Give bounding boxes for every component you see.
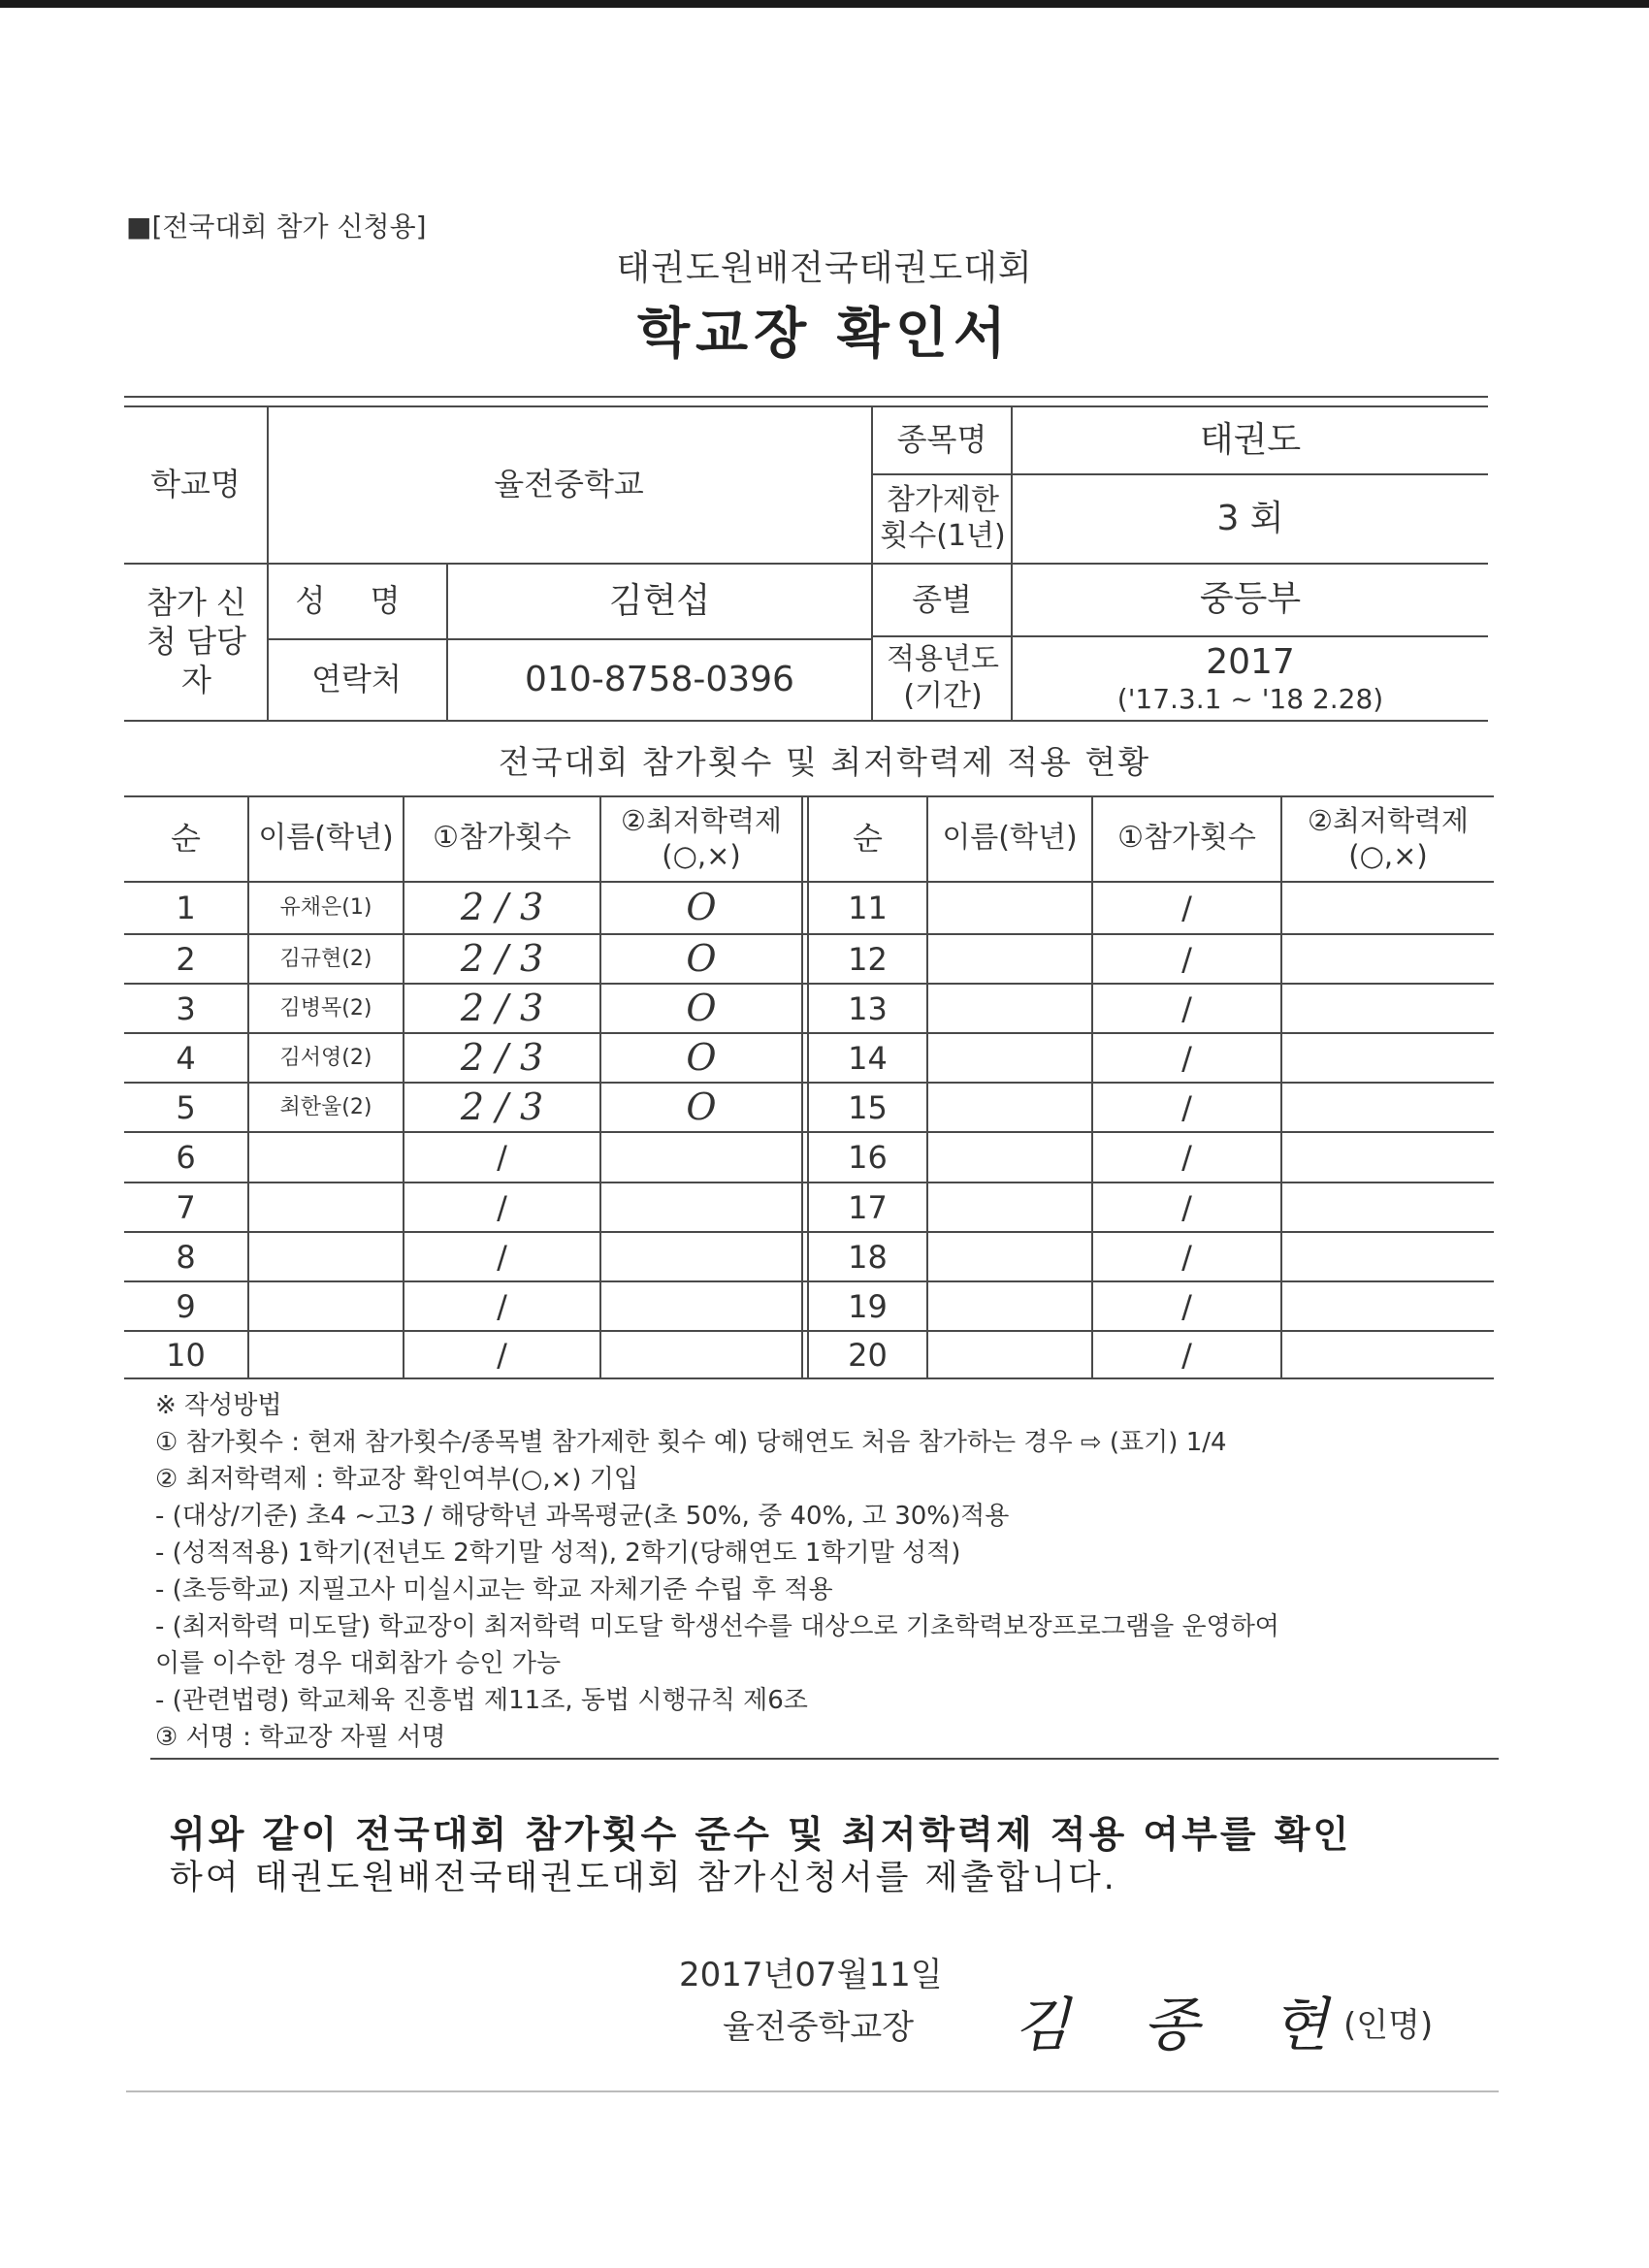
document-title: 학교장 확인서 (636, 303, 1013, 366)
row-min: O (686, 1085, 717, 1128)
row-min (1282, 1084, 1494, 1131)
divider (150, 1758, 1499, 1760)
row-min (1282, 935, 1494, 983)
seal-mark: (인명) (1343, 2006, 1434, 2045)
name-label: 성 명 (295, 582, 418, 619)
contact-label: 연락처 (311, 661, 402, 697)
row-name (928, 935, 1091, 983)
row-count: / (1181, 1039, 1192, 1077)
row-no: 2 (176, 940, 196, 978)
instructions (155, 1387, 1279, 1756)
instruction-line: - (최저학력 미도달) 학교장이 최저학력 미도달 학생선수를 대상으로 기초학력보장프로그램을 운영하여 (155, 1612, 1279, 1641)
row-name (928, 1084, 1091, 1131)
header-min-right: ②최저학력제 (○,×) (1307, 803, 1470, 872)
row-no: 3 (176, 989, 196, 1027)
row-name (249, 1233, 403, 1280)
event-label: 종목명 (896, 421, 987, 458)
row-name (928, 1233, 1091, 1280)
row-no: 10 (166, 1336, 206, 1374)
row-no: 15 (848, 1088, 888, 1126)
row-count: / (1181, 890, 1192, 926)
row-min (601, 1332, 801, 1377)
row-no: 13 (848, 989, 888, 1027)
row-no: 11 (848, 890, 888, 926)
limit-label: 참가제한 횟수(1년) (880, 482, 1006, 553)
row-name (249, 1332, 403, 1377)
form-type-tag: ■[전국대회 참가 신청용] (126, 211, 427, 243)
row-count: / (497, 1139, 507, 1176)
row-min (1282, 883, 1494, 933)
row-no: 8 (176, 1238, 196, 1276)
header-no-right: 순 (853, 820, 883, 857)
instruction-line: - (대상/기준) 초4 ~고3 / 해당학년 과목평균(초 50%, 중 40%, 고 30%)적용 (155, 1502, 1010, 1531)
row-count: / (1181, 1088, 1192, 1126)
row-no: 14 (848, 1039, 888, 1077)
division-label: 종별 (912, 580, 972, 618)
year-value: 2017 (1206, 641, 1295, 682)
row-min (1282, 1034, 1494, 1082)
footer-divider (126, 2090, 1499, 2092)
row-count: 2 / 3 (460, 986, 544, 1029)
instruction-line: - (성적적용) 1학기(전년도 2학기말 성적), 2학기(당해연도 1학기말 성적) (155, 1539, 961, 1568)
row-no: 7 (176, 1188, 196, 1226)
school-value: 율전중학교 (494, 466, 644, 502)
contact-value: 010-8758-0396 (525, 659, 794, 699)
row-no: 16 (848, 1139, 888, 1176)
row-name: 유채은(1) (279, 895, 372, 921)
header-no-left: 순 (171, 820, 201, 857)
row-name (249, 1282, 403, 1330)
row-name (928, 985, 1091, 1032)
instructions-heading: ※ 작성방법 (155, 1391, 282, 1420)
instruction-line: ② 최저학력제 : 학교장 확인여부(○,×) 기입 (155, 1465, 639, 1494)
header-count-left: ①참가횟수 (433, 821, 571, 856)
row-count: / (1181, 940, 1192, 978)
header-min-left: ②최저학력제 (○,×) (620, 803, 783, 872)
row-min (1282, 1183, 1494, 1231)
row-count: / (1181, 989, 1192, 1027)
limit-value: 3 회 (1216, 498, 1284, 538)
row-count: / (1181, 1238, 1192, 1276)
division-value: 중등부 (1199, 579, 1302, 619)
row-name (928, 1282, 1091, 1330)
scan-edge (0, 0, 1649, 8)
row-name (928, 1133, 1091, 1182)
row-no: 12 (848, 940, 888, 978)
row-min (601, 1233, 801, 1280)
row-no: 20 (848, 1336, 888, 1374)
row-name: 김규현(2) (279, 946, 372, 971)
row-min (1282, 985, 1494, 1032)
row-name: 김병목(2) (279, 995, 372, 1021)
row-no: 6 (176, 1139, 196, 1176)
school-label: 학교명 (150, 466, 241, 502)
row-name (928, 1034, 1091, 1082)
row-count: / (497, 1336, 507, 1374)
row-name (928, 883, 1091, 933)
instruction-line: ① 참가횟수 : 현재 참가횟수/종목별 참가제한 횟수 예) 당해연도 처음 참가하는 경우 ⇨ (표기) 1/4 (155, 1428, 1227, 1457)
row-name (249, 1133, 403, 1182)
header-name-left: 이름(학년) (258, 821, 394, 856)
row-count: / (1181, 1139, 1192, 1176)
row-count: 2 / 3 (460, 1085, 544, 1128)
row-no: 9 (176, 1287, 196, 1325)
row-count: 2 / 3 (460, 936, 544, 980)
row-min (1282, 1133, 1494, 1182)
row-no: 18 (848, 1238, 888, 1276)
row-no: 4 (176, 1039, 196, 1077)
row-count: / (1181, 1336, 1192, 1374)
row-min (601, 1183, 801, 1231)
declaration-line-1: 위와 같이 전국대회 참가횟수 준수 및 최저학력제 적용 여부를 확인 (170, 1813, 1352, 1856)
principal-title: 율전중학교장 (723, 2008, 915, 2047)
applicant-label: 참가 신청 담당자 (146, 584, 246, 698)
year-label: 적용년도 (기간) (887, 642, 999, 713)
row-min (1282, 1282, 1494, 1330)
row-name (249, 1183, 403, 1231)
row-min (601, 1133, 801, 1182)
row-min (601, 1282, 801, 1330)
row-no: 1 (176, 890, 196, 926)
instruction-line: - (관련법령) 학교체육 진흥법 제11조, 동법 시행규칙 제6조 (155, 1686, 808, 1715)
name-value: 김현섭 (608, 580, 711, 621)
row-no: 19 (848, 1287, 888, 1325)
header-count-right: ①참가횟수 (1117, 821, 1256, 856)
declaration-line-2: 하여 태권도원배전국태권도대회 참가신청서를 제출합니다. (170, 1859, 1117, 1897)
submission-date: 2017년07월11일 (679, 1956, 943, 1994)
row-count: / (497, 1287, 507, 1325)
row-min: O (686, 986, 717, 1029)
row-min: O (686, 886, 717, 929)
instruction-line: ③ 서명 : 학교장 자필 서명 (155, 1723, 446, 1752)
row-no: 5 (176, 1088, 196, 1126)
row-min (1282, 1233, 1494, 1280)
row-min: O (686, 1035, 717, 1079)
row-no: 17 (848, 1188, 888, 1226)
row-count: 2 / 3 (460, 1035, 544, 1079)
row-count: 2 / 3 (460, 886, 544, 929)
row-count: / (1181, 1287, 1192, 1325)
handwritten-signature: 김 종 현 (1014, 1992, 1356, 2059)
row-name (928, 1183, 1091, 1231)
header-name-right: 이름(학년) (942, 821, 1078, 856)
row-count: / (497, 1238, 507, 1276)
instruction-line: - (초등학교) 지필고사 미실시교는 학교 자체기준 수립 후 적용 (155, 1575, 833, 1604)
status-caption: 전국대회 참가횟수 및 최저학력제 적용 현황 (498, 743, 1151, 781)
row-name: 최한울(2) (279, 1094, 372, 1119)
row-name: 김서영(2) (279, 1045, 372, 1070)
row-min (1282, 1332, 1494, 1377)
instruction-line: 이를 이수한 경우 대회참가 승인 가능 (155, 1649, 562, 1678)
row-count: / (1181, 1188, 1192, 1226)
row-count: / (497, 1188, 507, 1226)
row-min: O (686, 936, 717, 980)
row-name (928, 1332, 1091, 1377)
competition-name: 태권도원배전국태권도대회 (616, 248, 1033, 288)
period-value: ('17.3.1 ~ '18 2.28) (1116, 682, 1384, 715)
event-value: 태권도 (1199, 419, 1302, 460)
